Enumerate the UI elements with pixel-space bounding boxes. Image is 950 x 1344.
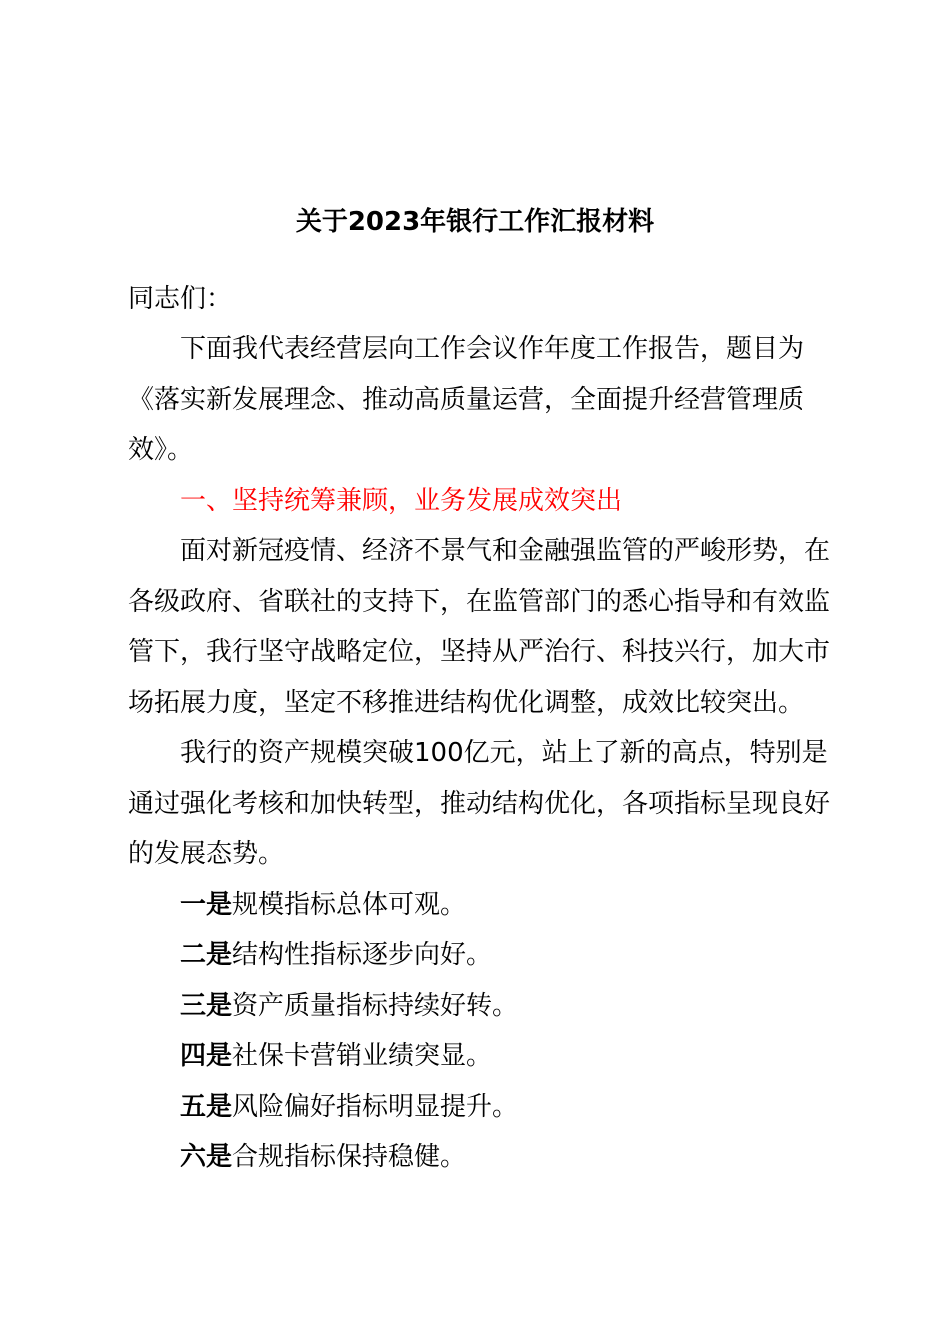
- point-lead: 一是: [180, 890, 233, 920]
- para1-line-2: 各级政府、省联社的支持下，在监管部门的悉心指导和有效监: [128, 587, 831, 617]
- para1-line-1: 面对新冠疫情、经济不景气和金融强监管的严峻形势，在: [180, 536, 831, 566]
- para2-line-1: 我行的资产规模突破100亿元，站上了新的高点，特别是: [180, 738, 828, 768]
- para1-line-4: 场拓展力度，坚定不移推进结构优化调整，成效比较突出。: [128, 688, 805, 718]
- point-text: 风险偏好指标明显提升。: [232, 1092, 519, 1122]
- point-text: 资产质量指标持续好转。: [232, 991, 519, 1021]
- para2-line-3: 的发展态势。: [128, 839, 285, 869]
- intro-line-3: 效》。: [128, 435, 194, 465]
- point-item: [180, 1036, 890, 1076]
- point-text: 规模指标总体可观。: [232, 890, 467, 920]
- point-lead: 三是: [180, 991, 233, 1021]
- salutation: 同志们：: [128, 284, 233, 314]
- point-text: 社保卡营销业绩突显。: [232, 1041, 493, 1071]
- point-item: [180, 986, 890, 1026]
- intro-line-2: 《落实新发展理念、推动高质量运营，全面提升经营管理质: [128, 385, 805, 415]
- document-title: 关于2023年银行工作汇报材料: [295, 207, 655, 237]
- point-item: [180, 1137, 890, 1177]
- section-heading: 一、坚持统筹兼顾，业务发展成效突出: [180, 486, 623, 516]
- point-item: [180, 1087, 890, 1127]
- point-lead: 二是: [180, 940, 233, 970]
- point-text: 合规指标保持稳健。: [232, 1142, 467, 1172]
- point-lead: 五是: [180, 1092, 233, 1122]
- intro-line-1: 下面我代表经营层向工作会议作年度工作报告，题目为: [180, 334, 805, 364]
- point-lead: 六是: [180, 1142, 233, 1172]
- para2-line-2: 通过强化考核和加快转型，推动结构优化，各项指标呈现良好: [128, 789, 831, 819]
- point-item: [180, 885, 890, 925]
- point-lead: 四是: [180, 1041, 233, 1071]
- point-item: [180, 935, 890, 975]
- point-text: 结构性指标逐步向好。: [232, 940, 493, 970]
- para1-line-3: 管下，我行坚守战略定位，坚持从严治行、科技兴行，加大市: [128, 637, 831, 667]
